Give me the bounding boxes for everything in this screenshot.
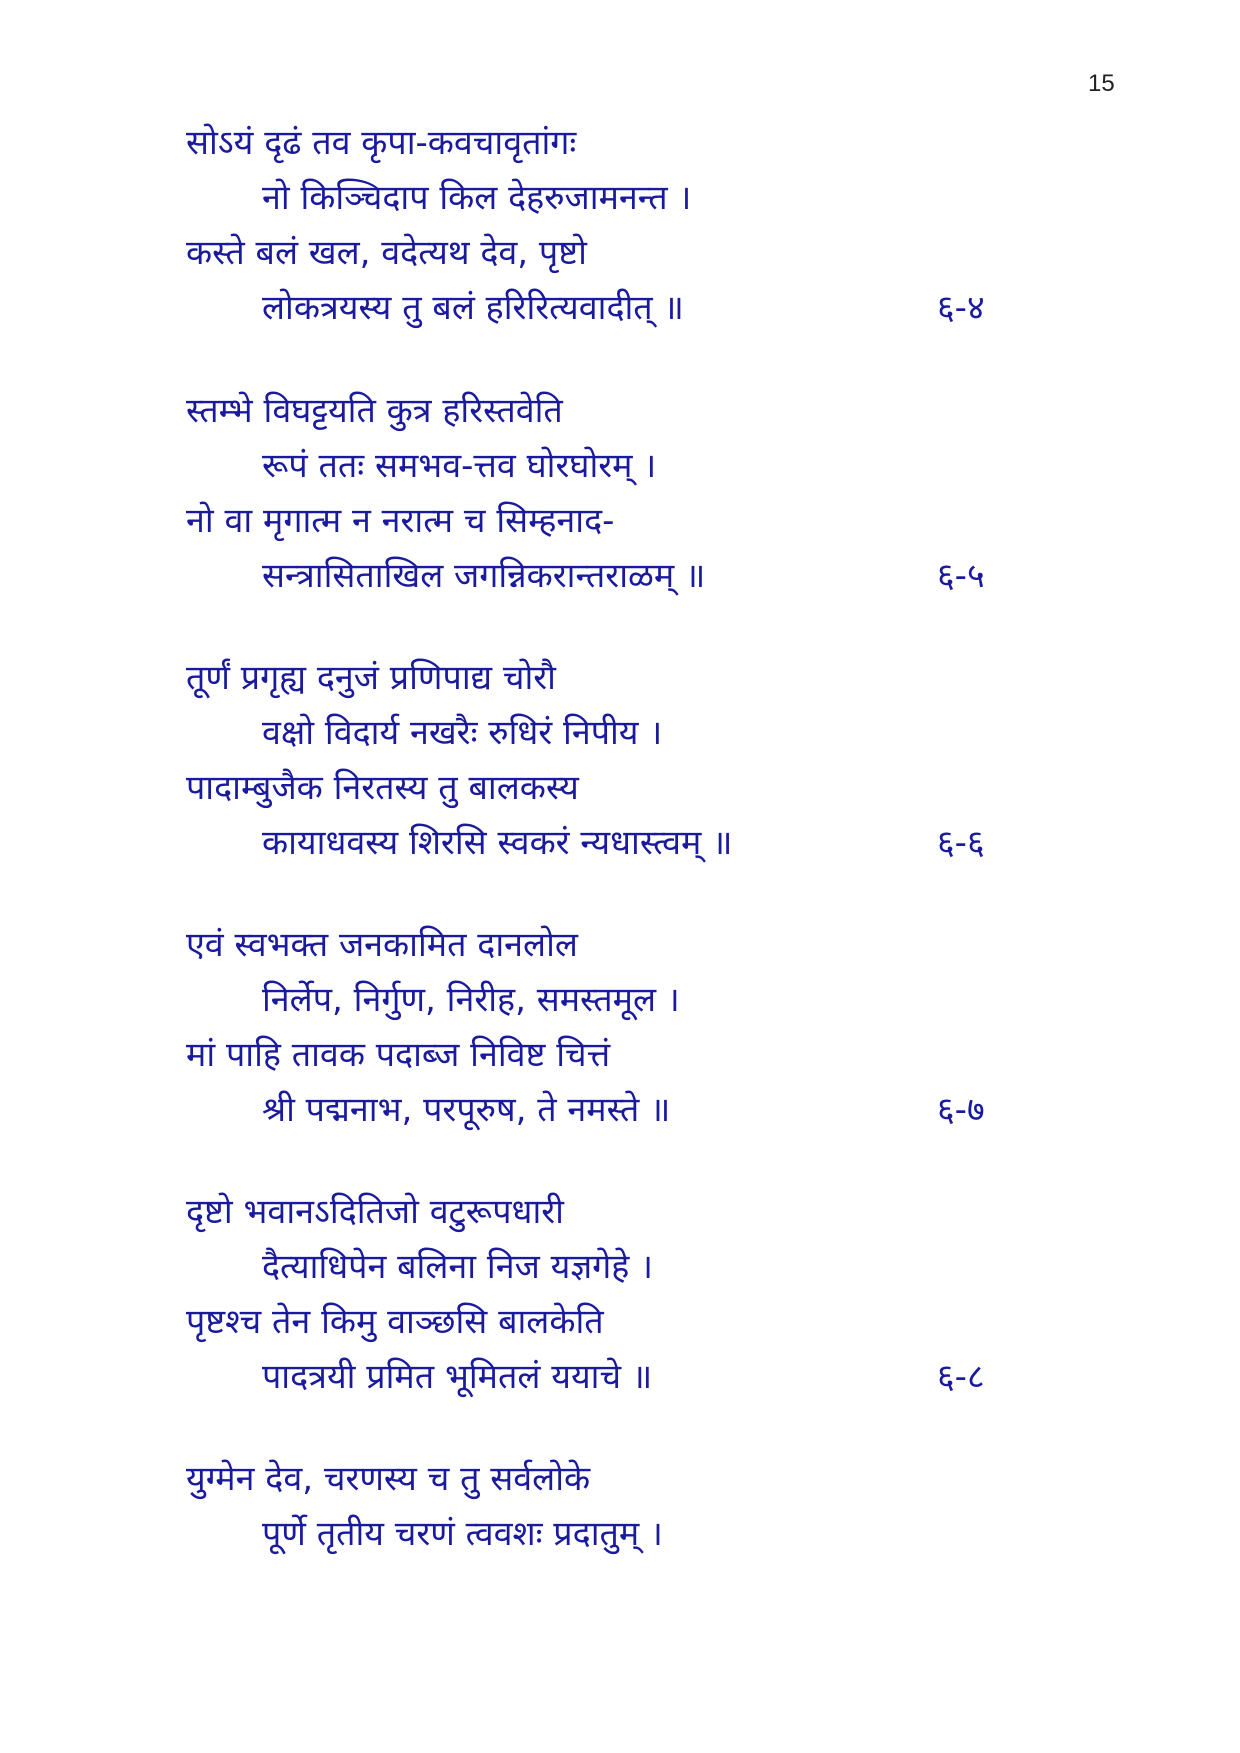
verse-line: सन्त्रासिताखिल जगन्निकरान्तराळम् ॥	[262, 556, 706, 596]
verse-line: पृष्टश्च तेन किमु वाञ्छसि बालकेति	[186, 1302, 604, 1342]
verse-line: नो वा मृगात्म न नरात्म च सिम्हनाद-	[186, 501, 615, 541]
verse-line: एवं स्वभक्त जनकामित दानलोल	[186, 925, 578, 965]
verse-line: स्तम्भे विघट्टयति कुत्र हरिस्तवेति	[186, 391, 563, 431]
verse-line: दृष्टो भवानऽदितिजो वटुरूपधारी	[186, 1192, 564, 1232]
verse-line: रूपं ततः समभव-त्तव घोरघोरम् ।	[262, 446, 657, 486]
verse-line: नो किञ्चिदाप किल देहरुजामनन्त ।	[262, 178, 692, 218]
verse-line: वक्षो विदार्य नखरैः रुधिरं निपीय ।	[262, 713, 663, 753]
verse-number: ६-४	[937, 288, 985, 328]
verse-line: युग्मेन देव, चरणस्य च तु सर्वलोके	[186, 1459, 591, 1499]
verse-line: दैत्याधिपेन बलिना निज यज्ञगेहे ।	[262, 1247, 654, 1287]
verse-line: पादत्रयी प्रमित भूमितलं ययाचे ॥	[262, 1357, 653, 1397]
page-number: 15	[1088, 70, 1115, 97]
verse-number: ६-८	[937, 1357, 985, 1397]
verse-line: सोऽयं दृढं तव कृपा-कवचावृतांगः	[186, 123, 577, 163]
verse-line: श्री पद्मनाभ, परपूरुष, ते नमस्ते ॥	[262, 1090, 671, 1130]
verse-line: लोकत्रयस्य तु बलं हरिरित्यवादीत् ॥	[262, 288, 684, 328]
verse-number: ६-७	[937, 1090, 985, 1130]
verse-line: कायाधवस्य शिरसि स्वकरं न्यधास्त्वम् ॥	[262, 823, 733, 863]
verse-line: मां पाहि तावक पदाब्ज निविष्ट चित्तं	[186, 1035, 611, 1075]
verse-line: कस्ते बलं खल, वदेत्यथ देव, पृष्टो	[186, 233, 587, 273]
verse-number: ६-६	[937, 823, 985, 863]
verse-line: पूर्णे तृतीय चरणं त्ववशः प्रदातुम् ।	[262, 1514, 663, 1554]
verse-line: तूर्णं प्रगृह्य दनुजं प्रणिपाद्य चोरौ	[186, 658, 556, 698]
verse-line: पादाम्बुजैक निरतस्य तु बालकस्य	[186, 768, 579, 808]
verse-line: निर्लेप, निर्गुण, निरीह, समस्तमूल ।	[262, 980, 680, 1020]
verse-number: ६-५	[937, 556, 985, 596]
